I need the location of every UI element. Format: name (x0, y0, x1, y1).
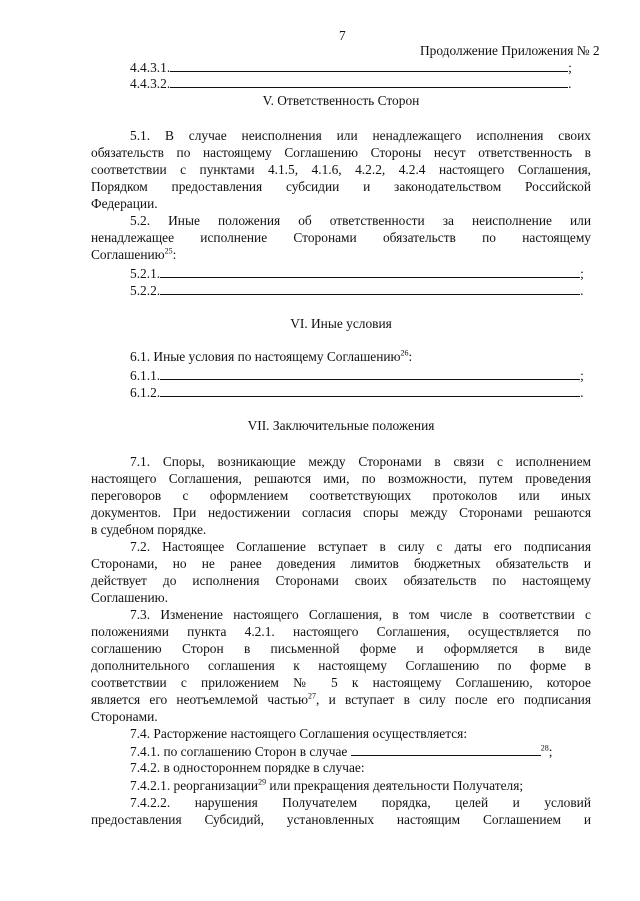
item-521-label: 5.2.1. (130, 266, 161, 281)
p74: 7.4. Расторжение настоящего Соглашения осуществляется: (130, 726, 468, 741)
p72-line-1: 7.2. Настоящее Соглашение вступает в силу с даты его подписания (130, 539, 591, 554)
footnote-ref: 27 (308, 691, 317, 701)
p52-line-2: ненадлежащее исполнение Сторонами обязательств по настоящему (91, 230, 591, 245)
p61-colon: : (408, 349, 413, 364)
item-4432-label: 4.4.3.2. (130, 76, 171, 91)
item-521-end: ; (580, 266, 584, 281)
item-611-end: ; (580, 368, 584, 383)
blank-line (160, 282, 580, 295)
p72-line-2: Сторонами, но не ранее доведения лимитов бюджетных обязательств и (91, 556, 591, 571)
footnote-ref: 28 (540, 743, 549, 753)
p52-colon: : (172, 247, 177, 262)
p73-line-1: 7.3. Изменение настоящего Соглашения, в том числе в соответствии с (130, 607, 591, 622)
p51-line-1: 5.1. В случае неисполнения или ненадлежащего исполнения своих (130, 128, 591, 143)
item-521 (130, 265, 584, 282)
blank-line (351, 743, 541, 756)
p71-line-1: 7.1. Споры, возникающие между Сторонами в связи с исполнением (130, 454, 591, 469)
p52-text: Соглашению (91, 247, 165, 262)
blank-line (170, 75, 568, 88)
blank-line (170, 59, 568, 72)
item-522-label: 5.2.2. (130, 283, 161, 298)
p742: 7.4.2. в одностороннем порядке в случае: (130, 760, 365, 775)
p741-end: ; (548, 744, 553, 759)
p71-line-3: переговоров с оформлением соответствующих протоколов или иных (91, 488, 591, 503)
p73-line-2: положениями пункта 4.2.1. настоящего Соглашения, осуществляется по (91, 624, 591, 639)
item-4432-end: . (568, 76, 572, 91)
section-7-heading: VII. Заключительные положения (247, 418, 435, 433)
page-number: 7 (339, 28, 346, 43)
item-4431-label: 4.4.3.1. (130, 60, 171, 75)
item-612 (130, 384, 584, 401)
p72-line-4: Соглашению. (91, 590, 169, 605)
p71-line-2: настоящего Соглашения, решаются ими, по возможности, путем проведения (91, 471, 591, 486)
p51-line-4: Порядком предоставления субсидии и законодательством Российской (91, 179, 591, 194)
p72-line-3: действует до исполнения Сторонами своих обязательств по настоящему (91, 573, 591, 588)
footnote-ref: 25 (164, 246, 173, 256)
section-6-heading: VI. Иные условия (290, 316, 392, 331)
blank-line (160, 367, 580, 380)
p51-line-3: соответствии с пунктами 4.1.5, 4.1.6, 4.2.2, 4.2.4 настоящего Соглашения, (91, 162, 591, 177)
continuation-label: Продолжение Приложения № 2 (420, 43, 600, 58)
p52-line-3 (91, 247, 176, 263)
p51-line-5: Федерации. (91, 196, 158, 211)
section-5-heading: V. Ответственность Сторон (262, 93, 420, 108)
p71-line-5: в судебном порядке. (91, 522, 207, 537)
item-612-label: 6.1.2. (130, 385, 161, 400)
blank-line (160, 265, 580, 278)
p51-line-2: обязательств по настоящему Соглашению Стороны несут ответственность в (91, 145, 591, 160)
p73-line-6 (91, 692, 591, 708)
p73-line-7: Сторонами. (91, 709, 158, 724)
item-4431-end: ; (568, 60, 572, 75)
item-522-end: . (580, 283, 584, 298)
item-522 (130, 282, 584, 299)
blank-line (160, 384, 580, 397)
item-4431 (130, 59, 572, 76)
item-4432 (130, 75, 572, 92)
p73-text-a: является его неотъемлемой частью (91, 692, 309, 707)
p73-line-5: соответствии с приложением № 5 к настоящему Соглашению, которое (91, 675, 591, 690)
p7422-line-1: 7.4.2.2. нарушения Получателем порядка, целей и условий (130, 795, 591, 810)
item-611 (130, 367, 584, 384)
p73-line-4: дополнительного соглашения к настоящему Соглашению по форме в (91, 658, 591, 673)
p7421-text-b: или прекращения деятельности Получателя; (266, 778, 524, 793)
footnote-ref: 29 (258, 777, 267, 787)
item-612-end: . (580, 385, 584, 400)
p52-line-1: 5.2. Иные положения об ответственности за неисполнение или (130, 213, 591, 228)
p7421-text-a: 7.4.2.1. реорганизации (130, 778, 259, 793)
p61-text: 6.1. Иные условия по настоящему Соглашению (130, 349, 401, 364)
p7422-line-2: предоставления Субсидий, установленных настоящим Соглашением и (91, 812, 591, 827)
p7421 (130, 778, 523, 794)
p71-line-4: документов. При недостижении согласия споры между Сторонами решаются (91, 505, 591, 520)
p61 (130, 349, 412, 365)
p741 (130, 743, 552, 760)
footnote-ref: 26 (400, 348, 409, 358)
item-611-label: 6.1.1. (130, 368, 161, 383)
p741-text: 7.4.1. по соглашению Сторон в случае (130, 744, 348, 759)
p73-text-b: , и вступает в силу после его подписания (316, 692, 591, 707)
p73-line-3: соглашению Сторон в письменной форме и оформляется в виде (91, 641, 591, 656)
